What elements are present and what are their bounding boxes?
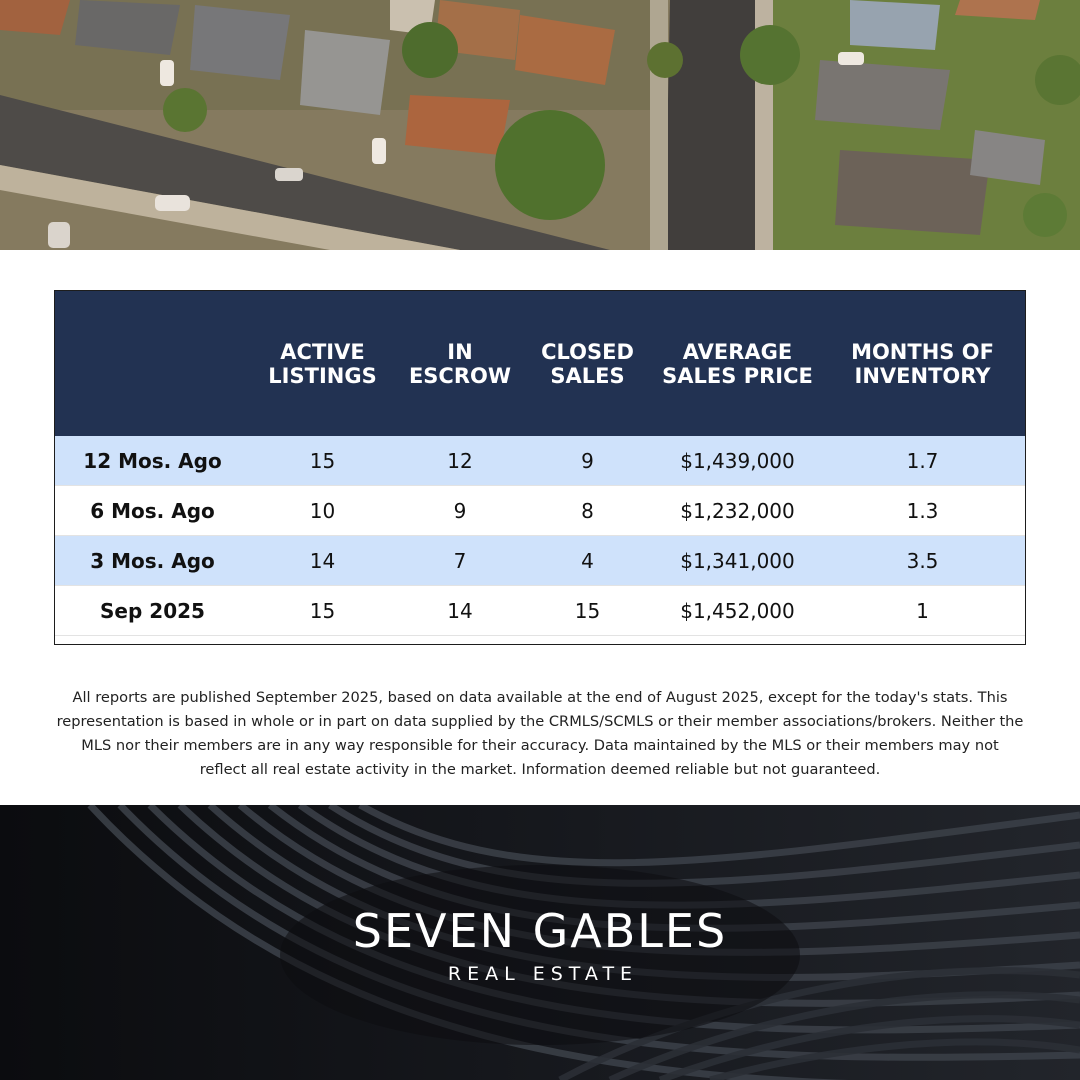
- cell-closed-sales: 4: [581, 548, 594, 573]
- aerial-neighborhood-photo: [0, 0, 1080, 250]
- header-average-sales-price: AVERAGE SALES PRICE: [662, 339, 813, 388]
- market-stats-table: [54, 290, 1026, 645]
- cell-months-of-inventory: 1: [916, 598, 929, 623]
- row-label: 12 Mos. Ago: [83, 448, 222, 473]
- cell-months-of-inventory: 3.5: [906, 548, 939, 573]
- cell-average-sales-price: $1,439,000: [680, 448, 795, 473]
- table-row: [55, 436, 1025, 486]
- cell-average-sales-price: $1,232,000: [680, 498, 795, 523]
- brand-footer: [0, 805, 1080, 1080]
- cell-in-escrow: 12: [447, 448, 473, 473]
- brand-name: SEVEN GABLES: [352, 904, 728, 958]
- cell-active-listings: 15: [309, 598, 336, 623]
- seven-gables-logo: [0, 905, 1080, 985]
- cell-months-of-inventory: 1.7: [906, 448, 939, 473]
- cell-in-escrow: 9: [453, 498, 467, 523]
- cell-closed-sales: 9: [581, 448, 594, 473]
- cell-in-escrow: 7: [453, 548, 467, 573]
- cell-active-listings: 14: [309, 548, 336, 573]
- row-label: 6 Mos. Ago: [90, 498, 215, 523]
- header-closed-sales: CLOSED SALES: [541, 339, 634, 388]
- cell-closed-sales: 15: [574, 598, 601, 623]
- table-row: [55, 486, 1025, 536]
- header-active-listings: ACTIVE LISTINGS: [268, 339, 377, 388]
- table-row: [55, 586, 1025, 636]
- brand-subtitle: REAL ESTATE: [447, 963, 639, 985]
- cell-average-sales-price: $1,452,000: [680, 598, 795, 623]
- header-months-of-inventory: MONTHS OF INVENTORY: [851, 339, 994, 388]
- cell-active-listings: 10: [309, 498, 336, 523]
- cell-closed-sales: 8: [581, 498, 594, 523]
- table-header-row: [55, 291, 1025, 436]
- table-row: [55, 536, 1025, 586]
- cell-in-escrow: 14: [447, 598, 473, 623]
- row-label: 3 Mos. Ago: [90, 548, 215, 573]
- disclaimer-text: All reports are published September 2025, based on data available at the end of August 2025, except for the today's stats. This representation is based in whole or in part on data supplied by the CRMLS/SCMLS or their member associations/brokers. Neither the MLS nor their members are in any way responsible for their accuracy. Data maintained by the MLS or their members may not reflect all real estate activity in the market. Information deemed reliable but not guaranteed.: [56, 689, 1024, 778]
- cell-average-sales-price: $1,341,000: [680, 548, 795, 573]
- row-label: Sep 2025: [100, 598, 205, 623]
- cell-months-of-inventory: 1.3: [906, 498, 939, 523]
- cell-active-listings: 15: [309, 448, 336, 473]
- header-in-escrow: IN ESCROW: [408, 339, 512, 388]
